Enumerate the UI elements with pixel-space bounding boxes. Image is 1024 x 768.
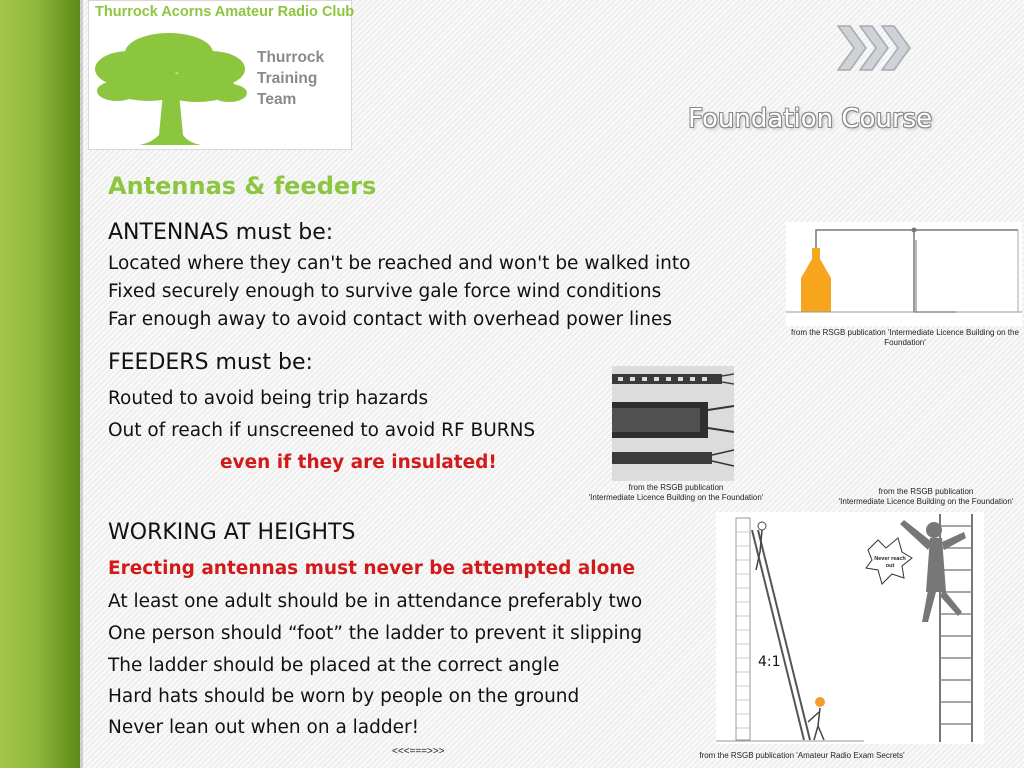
house-antenna-diagram bbox=[786, 222, 1022, 326]
feeder-caption-line: from the RSGB publication bbox=[628, 483, 724, 492]
slide-nav-link[interactable]: <<<===>>> bbox=[392, 746, 445, 757]
leaning-ladder-drawing bbox=[864, 512, 984, 744]
ladder-angle-drawing bbox=[716, 512, 864, 744]
ladder-caption-line: from the RSGB publication bbox=[878, 487, 974, 496]
feeders-item: Out of reach if unscreened to avoid RF BURNS bbox=[108, 420, 536, 441]
feeder-cable-photo bbox=[612, 366, 734, 481]
club-name: Thurrock Acorns Amateur Radio Club bbox=[95, 4, 355, 20]
antennas-item: Far enough away to avoid contact with overhead power lines bbox=[108, 309, 673, 330]
feeder-caption-line: 'Intermediate Licence Building on the Foundation' bbox=[588, 493, 764, 502]
speech-bubble-text: Never reach out bbox=[874, 556, 906, 569]
heights-item: Hard hats should be worn by people on the ground bbox=[108, 686, 580, 707]
ladder-caption-line: 'Intermediate Licence Building on the Foundation' bbox=[838, 497, 1014, 506]
antennas-item: Fixed securely enough to survive gale force wind conditions bbox=[108, 281, 662, 302]
heights-item: The ladder should be placed at the correct angle bbox=[108, 655, 560, 676]
house-caption: from the RSGB publication 'Intermediate Licence Building on the Foundation' bbox=[791, 328, 1019, 347]
heights-heading: WORKING AT HEIGHTS bbox=[108, 520, 356, 545]
ladder-caption bbox=[828, 487, 1024, 507]
oak-tree-icon bbox=[89, 23, 254, 151]
slide-title: Antennas & feeders bbox=[108, 172, 377, 200]
heights-item: Never lean out when on a ladder! bbox=[108, 717, 420, 738]
training-team-label bbox=[257, 47, 324, 110]
team-line-2: Training bbox=[257, 70, 318, 87]
feeders-item: Routed to avoid being trip hazards bbox=[108, 388, 429, 409]
club-logo bbox=[88, 0, 355, 150]
course-title: Foundation Course bbox=[688, 104, 933, 134]
heights-item: One person should “foot” the ladder to prevent it slipping bbox=[108, 623, 643, 644]
team-line-3: Team bbox=[257, 91, 297, 108]
exam-caption: from the RSGB publication 'Amateur Radio Exam Secrets' bbox=[699, 751, 905, 760]
sidebar-decoration bbox=[0, 0, 80, 768]
ladder-ratio-label: 4:1 bbox=[758, 654, 781, 670]
feeders-warning: even if they are insulated! bbox=[220, 452, 497, 473]
feeders-heading: FEEDERS must be: bbox=[108, 350, 313, 375]
heights-item: At least one adult should be in attendance preferably two bbox=[108, 591, 643, 612]
antennas-item: Located where they can't be reached and won't be walked into bbox=[108, 253, 691, 274]
antennas-heading: ANTENNAS must be: bbox=[108, 220, 334, 245]
triple-chevron-right-icon bbox=[836, 22, 916, 74]
team-line-1: Thurrock bbox=[257, 49, 325, 66]
feeder-caption bbox=[576, 483, 776, 503]
heights-warning: Erecting antennas must never be attempted alone bbox=[108, 558, 636, 579]
